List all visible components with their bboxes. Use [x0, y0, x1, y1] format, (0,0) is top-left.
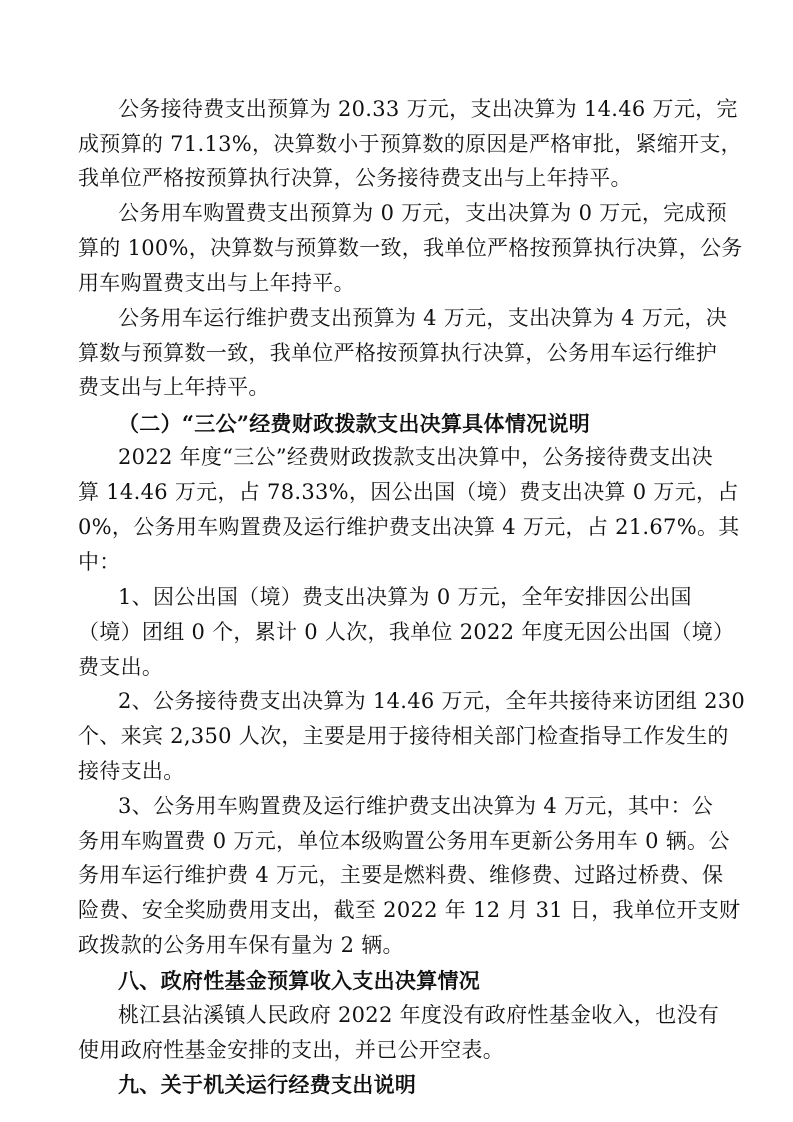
paragraph-vehicle-details-line-1: 3、公务用车购置费及运行维护费支出决算为 4 万元，其中：公 — [118, 794, 714, 818]
paragraph-vehicle-maintenance-line-1: 公务用车运行维护费支出预算为 4 万元，支出决算为 4 万元，决 — [118, 306, 728, 330]
paragraph-hospitality-details-line-2: 个、来宾 2,350 人次，主要是用于接待相关部门检查指导工作发生的 — [78, 724, 729, 748]
paragraph-three-public-summary-line-2: 算 14.46 万元，占 78.33%，因公出国（境）费支出决算 0 万元，占 — [78, 480, 739, 504]
paragraph-hospitality-details-line-1: 2、公务接待费支出决算为 14.46 万元，全年共接待来访团组 230 — [118, 689, 746, 713]
section-heading-government-funds: 八、政府性基金预算收入支出决算情况 — [118, 968, 481, 993]
paragraph-hospitality-details-line-3: 接待支出。 — [78, 759, 185, 783]
paragraph-vehicle-details-line-4: 险费、安全奖励费用支出，截至 2022 年 12 月 31 日，我单位开支财 — [78, 898, 741, 922]
paragraph-overseas-trips-line-1: 1、因公出国（境）费支出决算为 0 万元，全年安排因公出国 — [118, 585, 692, 609]
paragraph-hospitality-budget-line-3: 我单位严格按预算执行决算，公务接待费支出与上年持平。 — [78, 166, 632, 190]
paragraph-vehicle-purchase-line-3: 用车购置费支出与上年持平。 — [78, 271, 355, 295]
section-heading-three-public-expenses: （二）“三公”经费财政拨款支出决算具体情况说明 — [118, 411, 591, 436]
paragraph-vehicle-details-line-5: 政拨款的公务用车保有量为 2 辆。 — [78, 933, 404, 957]
paragraph-government-funds-line-1: 桃江县沾溪镇人民政府 2022 年度没有政府性基金收入，也没有 — [118, 1003, 720, 1027]
paragraph-vehicle-maintenance-line-2: 算数与预算数一致，我单位严格按预算执行决算，公务用车运行维护 — [78, 341, 717, 365]
paragraph-three-public-summary-line-4: 中： — [78, 550, 121, 574]
paragraph-vehicle-purchase-line-2: 算的 100%，决算数与预算数一致，我单位严格按预算执行决算，公务 — [78, 236, 743, 260]
paragraph-hospitality-budget-line-2: 成预算的 71.13%，决算数小于预算数的原因是严格审批，紧缩开支， — [78, 132, 742, 156]
section-heading-operating-expenses: 九、关于机关运行经费支出说明 — [118, 1072, 417, 1097]
paragraph-vehicle-details-line-3: 务用车运行维护费 4 万元，主要是燃料费、维修费、过路过桥费、保 — [78, 863, 724, 887]
paragraph-three-public-summary-line-3: 0%，公务用车购置费及运行维护费支出决算 4 万元，占 21.67%。其 — [78, 515, 740, 539]
paragraph-vehicle-purchase-line-1: 公务用车购置费支出预算为 0 万元，支出决算为 0 万元，完成预 — [118, 201, 728, 225]
paragraph-government-funds-line-2: 使用政府性基金安排的支出，并已公开空表。 — [78, 1038, 504, 1062]
paragraph-three-public-summary-line-1: 2022 年度“三公”经费财政拨款支出决算中，公务接待费支出决 — [118, 445, 713, 469]
paragraph-vehicle-details-line-2: 务用车购置费 0 万元，单位本级购置公务用车更新公务用车 0 辆。公 — [78, 829, 730, 853]
paragraph-hospitality-budget-line-1: 公务接待费支出预算为 20.33 万元，支出决算为 14.46 万元，完 — [118, 97, 738, 121]
paragraph-vehicle-maintenance-line-3: 费支出与上年持平。 — [78, 375, 270, 399]
paragraph-overseas-trips-line-3: 费支出。 — [78, 655, 164, 679]
paragraph-overseas-trips-line-2: （境）团组 0 个，累计 0 人次，我单位 2022 年度无因公出国（境） — [78, 620, 735, 644]
